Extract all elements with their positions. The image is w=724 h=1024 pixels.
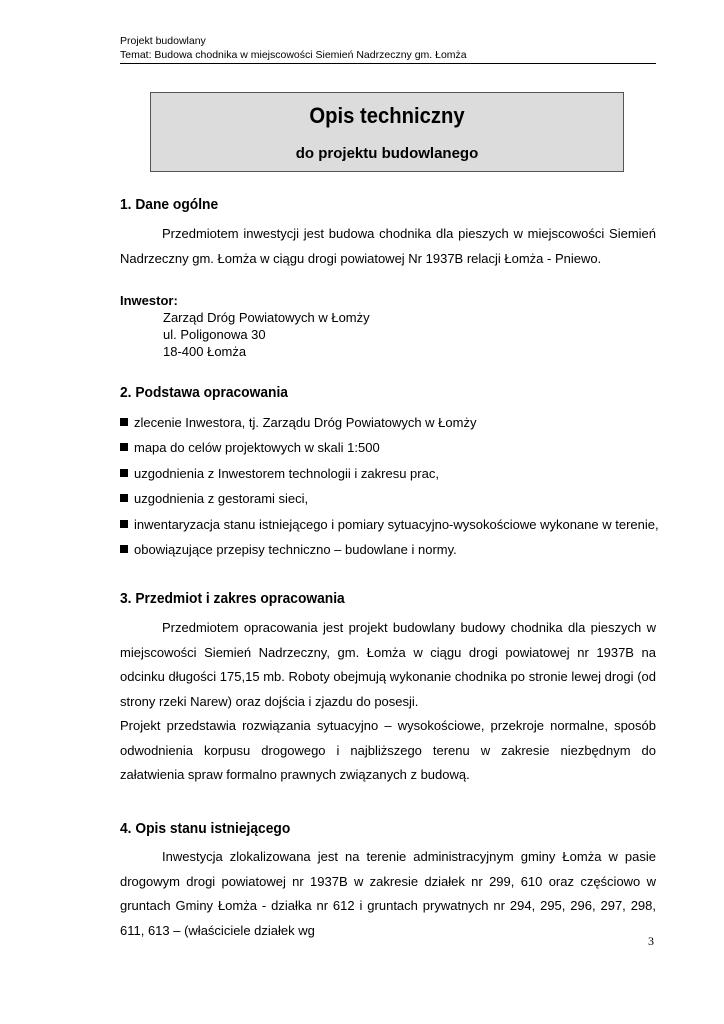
bullet-square-icon	[120, 443, 128, 451]
investor-name: Zarząd Dróg Powiatowych w Łomży	[163, 310, 370, 325]
section-4-paragraph: Inwestycja zlokalizowana jest na terenie administracyjnym gminy Łomża w pasie drogowym drogi powiatowej nr 1937B w zakresie działek nr 299, 610 oraz częściowo w gruntach Gminy Łomża - działka nr 612 i gruntach prywatnych nr 294, 295, 296, 297, 298, 611, 613 – (właściciele działek wg	[120, 849, 656, 938]
document-header	[120, 34, 656, 62]
section-1-paragraph: Przedmiotem inwestycji jest budowa chodnika dla pieszych w miejscowości Siemień Nadrzeczny gm. Łomża w ciągu drogi powiatowej Nr 1937B relacji Łomża - Pniewo.	[120, 226, 656, 266]
bullet-square-icon	[120, 469, 128, 477]
investor-address	[163, 309, 370, 360]
investor-label: Inwestor:	[120, 293, 178, 308]
section-3-paragraph-2: Projekt przedstawia rozwiązania sytuacyjno – wysokościowe, przekroje normalne, sposób odwodnienia korpusu drogowego i najbliższego terenu w zakresie niezbędnym do załatwienia spraw formalno prawnych związanych z budową.	[120, 718, 656, 782]
header-project-line: Projekt budowlany	[120, 35, 206, 47]
header-topic-line: Temat: Budowa chodnika w miejscowości Siemień Nadrzeczny gm. Łomża	[120, 49, 467, 61]
list-item: obowiązujące przepisy techniczno – budowlane i normy.	[120, 537, 659, 562]
investor-street: ul. Poligonowa 30	[163, 327, 266, 342]
list-item: zlecenie Inwestora, tj. Zarządu Dróg Powiatowych w Łomży	[120, 410, 659, 435]
bullet-square-icon	[120, 418, 128, 426]
title-box	[150, 92, 624, 172]
bullet-square-icon	[120, 520, 128, 528]
section-1-heading: 1. Dane ogólne	[120, 196, 219, 213]
list-item: uzgodnienia z Inwestorem technologii i zakresu prac,	[120, 461, 659, 486]
section-3-heading: 3. Przedmiot i zakres opracowania	[120, 590, 345, 607]
document-subtitle: do projektu budowlanego	[295, 145, 479, 162]
basis-list	[120, 410, 659, 562]
bullet-square-icon	[120, 545, 128, 553]
section-3-paragraph-1: Przedmiotem opracowania jest projekt budowlany budowy chodnika dla pieszych w miejscowości Siemień Nadrzeczny, gm. Łomża w ciągu drogi powiatowej nr 1937B na odcinku długości 175,15 mb. Roboty obejmują wykonanie chodnika po stronie lewej drogi (od strony rzeki Narew) oraz dojścia i zjazdu do posesji.	[120, 620, 656, 709]
header-divider	[120, 63, 656, 64]
list-item: inwentaryzacja stanu istniejącego i pomiary sytuacyjno-wysokościowe wykonane w terenie,	[120, 512, 659, 537]
page-number: 3	[648, 934, 654, 948]
section-4-heading: 4. Opis stanu istniejącego	[120, 820, 291, 837]
bullet-square-icon	[120, 494, 128, 502]
list-item: mapa do celów projektowych w skali 1:500	[120, 435, 659, 460]
section-2-heading: 2. Podstawa opracowania	[120, 384, 288, 401]
list-item: uzgodnienia z gestorami sieci,	[120, 486, 659, 511]
document-title: Opis techniczny	[309, 103, 465, 128]
investor-city: 18-400 Łomża	[163, 344, 247, 359]
